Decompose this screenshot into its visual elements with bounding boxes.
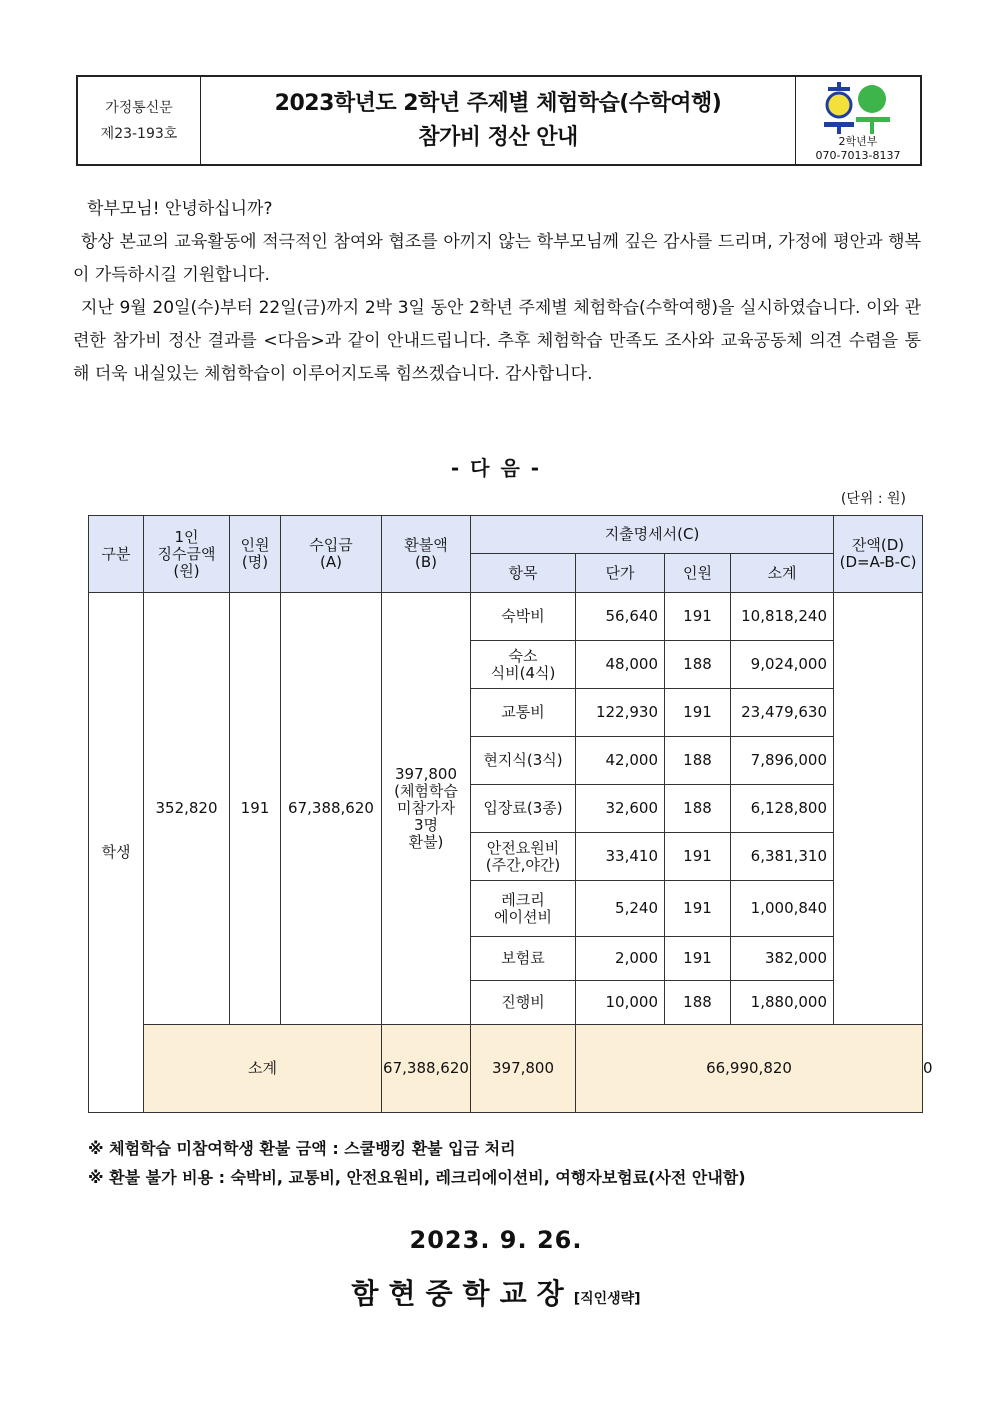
item-name: 보험료 (471, 937, 576, 981)
total-label: 소계 (144, 1025, 382, 1113)
item-price: 10,000 (576, 981, 665, 1025)
col-income (281, 516, 382, 593)
doc-info (78, 77, 201, 164)
item-price: 32,600 (576, 785, 665, 833)
signature-line (0, 1272, 992, 1312)
headcount-cell: 191 (230, 593, 281, 1025)
item-count: 191 (665, 689, 731, 737)
col-refund (382, 516, 471, 593)
item-subtotal: 9,024,000 (731, 641, 834, 689)
item-name-l2: 식비(4식) (490, 663, 556, 682)
refund-note-l3: 3명 (413, 816, 439, 834)
title-line2: 참가비 정산 안내 (418, 124, 578, 150)
col-per-person-l3: (원) (173, 561, 200, 580)
paragraph-1: 항상 본교의 교육활동에 적극적인 참여와 협조를 아끼지 않는 학부모님께 깊은 감사를 드리며, 가정에 평안과 행복이 가득하시길 기원합니다. (73, 232, 921, 285)
item-count: 188 (665, 981, 731, 1025)
col-item: 항목 (471, 554, 576, 593)
col-income-l2: (A) (320, 553, 342, 571)
item-subtotal: 1,880,000 (731, 981, 834, 1025)
title-line1: 2023학년도 2학년 주제별 체험학습(수학여행) (274, 90, 722, 116)
col-headcount-l2: (명) (241, 553, 269, 571)
table-row (89, 593, 923, 641)
col-balance (834, 516, 923, 593)
total-income: 67,388,620 (382, 1025, 471, 1113)
doc-type: 가정통신문 (105, 99, 173, 116)
item-name: 현지식(3식) (471, 737, 576, 785)
refund-note-l1: (체험학습 (394, 782, 458, 800)
item-price: 122,930 (576, 689, 665, 737)
item-count: 191 (665, 833, 731, 881)
dept-name: 2학년부 (838, 135, 878, 148)
dept-box (795, 77, 920, 164)
category-cell: 학생 (89, 593, 144, 1113)
total-expense: 66,990,820 (576, 1025, 923, 1113)
item-subtotal: 10,818,240 (731, 593, 834, 641)
col-category: 구분 (89, 516, 144, 593)
per-person-cell: 352,820 (144, 593, 230, 1025)
col-expense: 지출명세서(C) (471, 516, 834, 554)
header-row-1 (89, 516, 923, 554)
col-balance-l2: (D=A-B-C) (839, 553, 917, 571)
item-count: 191 (665, 937, 731, 981)
issue-date: 2023. 9. 26. (409, 1226, 583, 1254)
item-price: 42,000 (576, 737, 665, 785)
item-subtotal: 6,128,800 (731, 785, 834, 833)
item-name-l1: 레크리 (501, 890, 545, 909)
item-name (471, 833, 576, 881)
dept-phone: 070-7013-8137 (815, 149, 901, 162)
doc-title (201, 77, 795, 164)
item-subtotal: 1,000,840 (731, 881, 834, 937)
item-price: 2,000 (576, 937, 665, 981)
item-name: 숙박비 (471, 593, 576, 641)
col-headcount-l1: 인원 (240, 536, 270, 554)
header-box (76, 75, 922, 166)
col-subtotal: 소계 (731, 554, 834, 593)
item-name-l2: 에이션비 (494, 907, 552, 926)
item-subtotal: 23,479,630 (731, 689, 834, 737)
total-row: 소계 67,388,620 397,800 66,990,820 0 (89, 1025, 923, 1113)
col-refund-l2: (B) (415, 553, 437, 571)
col-unit-price: 단가 (576, 554, 665, 593)
item-count: 188 (665, 785, 731, 833)
col-headcount (230, 516, 281, 593)
item-name-l1: 안전요원비 (486, 838, 560, 857)
item-price: 48,000 (576, 641, 665, 689)
col-income-l1: 수입금 (309, 536, 353, 554)
note-nonrefundable: ※ 환불 불가 비용 : 숙박비, 교통비, 안전요원비, 레크리에이션비, 여행자보험료(사전 안내함) (88, 1168, 746, 1187)
col-per-person-l1: 1인 (174, 527, 199, 546)
total-refund: 397,800 (471, 1025, 576, 1113)
item-subtotal: 7,896,000 (731, 737, 834, 785)
col-balance-l1: 잔액(D) (851, 536, 905, 554)
doc-number: 제23-193호 (100, 125, 178, 142)
school-logo-icon (802, 81, 912, 137)
income-cell: 67,388,620 (281, 593, 382, 1025)
col-per-person (144, 516, 230, 593)
col-per-person-l2: 징수금액 (157, 544, 216, 563)
section-title: - 다 음 - (450, 456, 542, 480)
item-subtotal: 382,000 (731, 937, 834, 981)
principal-name: 함현중학교장 (351, 1277, 574, 1310)
item-name (471, 881, 576, 937)
item-price: 56,640 (576, 593, 665, 641)
item-price: 33,410 (576, 833, 665, 881)
refund-cell (382, 593, 471, 1025)
item-name: 진행비 (471, 981, 576, 1025)
item-price: 5,240 (576, 881, 665, 937)
item-count: 188 (665, 737, 731, 785)
item-name (471, 641, 576, 689)
greeting: 학부모님! 안녕하십니까? (87, 199, 273, 219)
balance-cell-empty (834, 593, 923, 1025)
item-count: 188 (665, 641, 731, 689)
refund-amount: 397,800 (394, 765, 458, 783)
item-name: 입장료(3종) (471, 785, 576, 833)
seal-note: [직인생략] (573, 1291, 641, 1307)
refund-note-l4: 환불) (408, 833, 444, 851)
item-name-l2: (주간,야간) (485, 855, 561, 874)
unit-note: (단위 : 원) (840, 491, 906, 507)
paragraph-2: 지난 9월 20일(수)부터 22일(금)까지 2박 3일 동안 2학년 주제별 체험학습(수학여행)을 실시하였습니다. 이와 관련한 참가비 정산 결과를 <다음>과 같이 안내드립니다. 추후 체험학습 만족도 조사와 교육공동체 의견 수렴을 통해 더욱 내실있는 체험학습이 이루어지도록 힘쓰겠습니다. 감사합니다. (73, 298, 921, 384)
refund-note-l2: 미참가자 (397, 799, 455, 817)
item-name-l1: 숙소 (508, 646, 538, 665)
note-refund: ※ 체험학습 미참여학생 환불 금액 : 스쿨뱅킹 환불 입금 처리 (88, 1139, 516, 1158)
item-count: 191 (665, 593, 731, 641)
item-subtotal: 6,381,310 (731, 833, 834, 881)
col-refund-l1: 환불액 (404, 536, 448, 554)
col-count: 인원 (665, 554, 731, 593)
settlement-table (88, 515, 933, 1113)
item-count: 191 (665, 881, 731, 937)
item-name: 교통비 (471, 689, 576, 737)
